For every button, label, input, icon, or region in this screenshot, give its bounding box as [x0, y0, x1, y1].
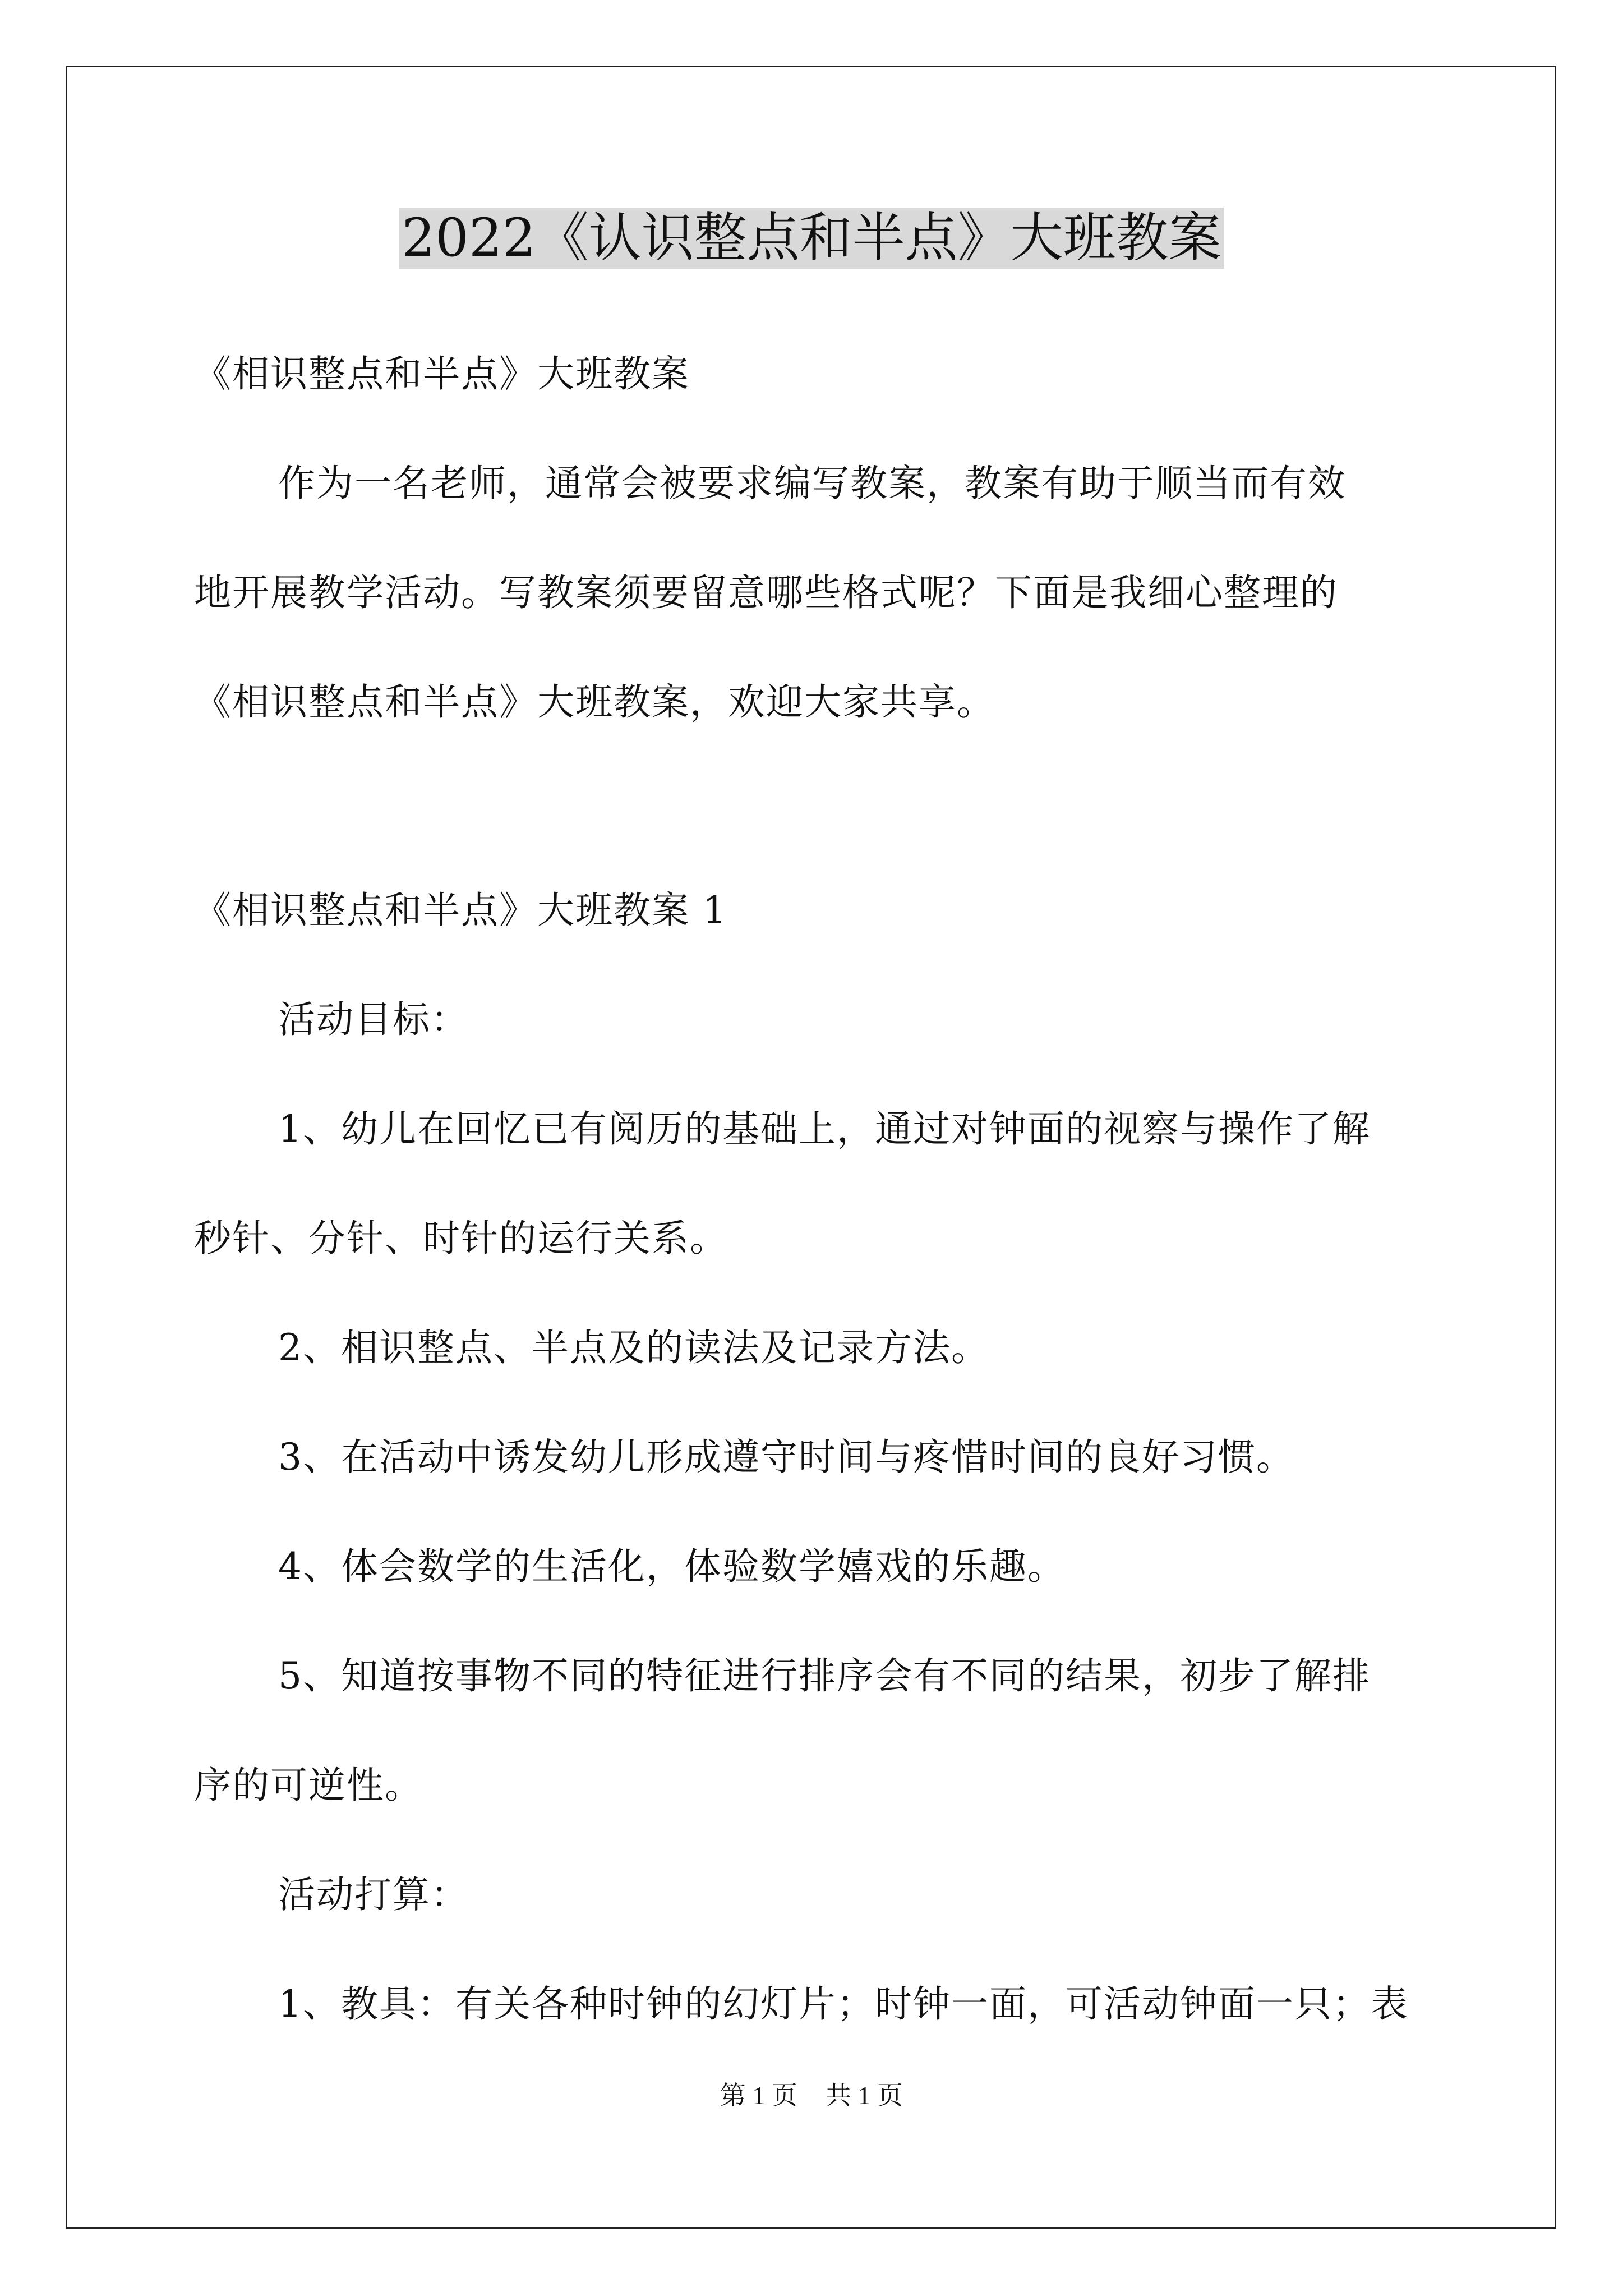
paragraph-line: 3、在活动中诱发幼儿形成遵守时间与疼惜时间的良好习惯。 — [278, 1435, 1294, 1479]
paragraph-line: 5、知道按事物不同的特征进行排序会有不同的结果，初步了解排 — [278, 1654, 1371, 1697]
page-footer — [0, 2079, 1623, 2113]
paragraph-line: 1、教具：有关各种时钟的幻灯片；时钟一面，可活动钟面一只；表 — [278, 1982, 1409, 2026]
paragraph-line: 秒针、分针、时针的运行关系。 — [194, 1217, 728, 1260]
paragraph-line: 《相识整点和半点》大班教案，欢迎大家共享。 — [194, 680, 995, 724]
paragraph-line: 活动目标： — [278, 998, 469, 1041]
paragraph-line: 2、相识整点、半点及的读法及记录方法。 — [278, 1326, 989, 1369]
paragraph-line: 地开展教学活动。写教案须要留意哪些格式呢？下面是我细心整理的 — [194, 571, 1338, 614]
paragraph-line: 作为一名老师，通常会被要求编写教案，教案有助于顺当而有效 — [278, 462, 1346, 505]
section-heading: 《相识整点和半点》大班教案 1 — [194, 889, 727, 932]
paragraph-line: 4、体会数学的生活化，体验数学嬉戏的乐趣。 — [278, 1545, 1066, 1588]
paragraph-line: 活动打算： — [278, 1873, 469, 1916]
paragraph-line: 1、幼儿在回忆已有阅历的基础上，通过对钟面的视察与操作了解 — [278, 1107, 1371, 1151]
page-number: 第 1 页 — [720, 2081, 797, 2110]
document-title-text: 2022《认识整点和半点》大班教案 — [399, 208, 1223, 269]
document-title — [0, 202, 1623, 275]
page-total: 共 1 页 — [826, 2081, 903, 2110]
subtitle-line: 《相识整点和半点》大班教案 — [194, 352, 690, 395]
paragraph-line: 序的可逆性。 — [194, 1764, 423, 1807]
